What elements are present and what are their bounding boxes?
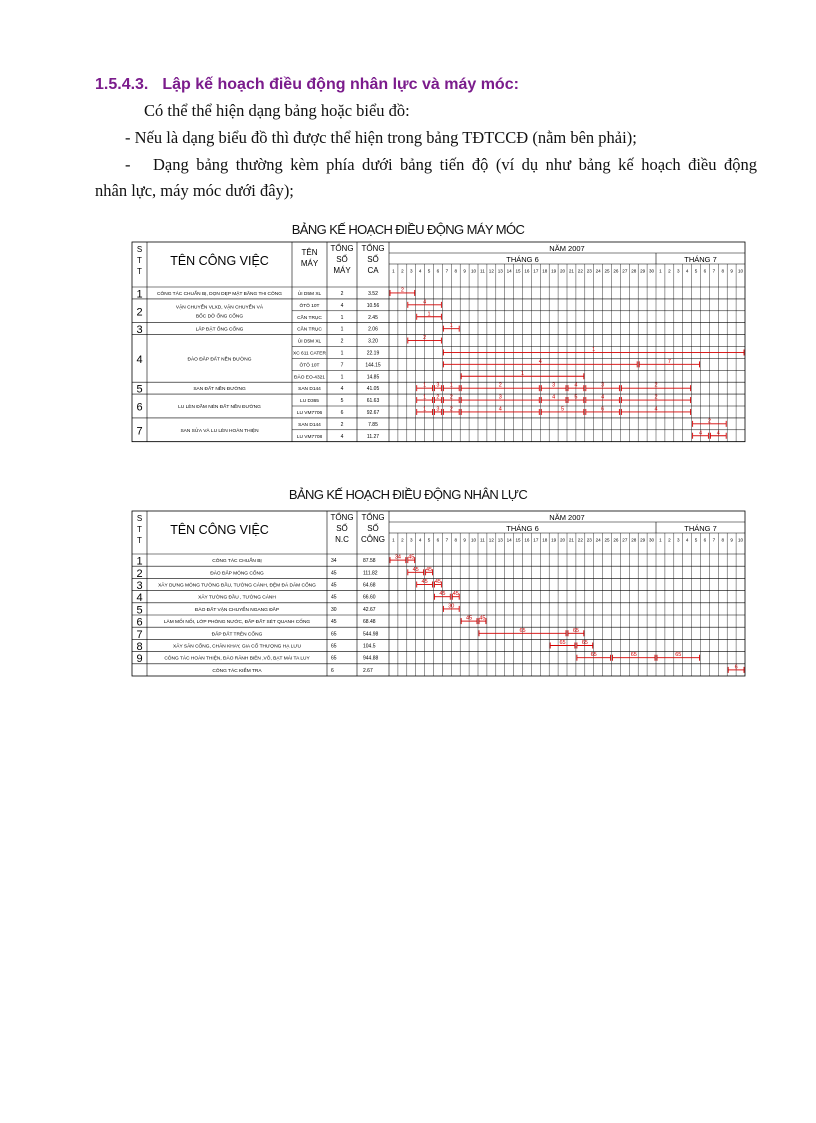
machine-bar-label: 4 <box>498 406 502 413</box>
machine-day-label: 11 <box>480 268 485 274</box>
labor-day-label: 24 <box>595 537 601 543</box>
machine-bar-label: 2 <box>449 394 453 401</box>
labor-workers-cell: 45 <box>331 619 337 626</box>
machine-name-cell: SAN D144 <box>298 387 321 393</box>
machine-count-cell: 1 <box>340 374 344 381</box>
labor-stt-cell: 7 <box>136 628 143 641</box>
machine-day-label: 1 <box>392 268 395 274</box>
labor-table-title: BẢNG KẾ HOẠCH ĐIỀU ĐỘNG NHÂN LỰC <box>288 487 528 502</box>
labor-bar-label: 45 <box>434 579 442 585</box>
machine-shifts-cell: 144.15 <box>365 362 381 369</box>
machine-name-cell: ỦI D5M XL <box>297 291 322 297</box>
machine-bar-label: 1 <box>423 406 427 413</box>
labor-year-label: NĂM 2007 <box>549 513 585 522</box>
machine-name-cell: ỦI D5M XL <box>297 339 322 345</box>
machine-bar-label: 2 <box>707 418 711 425</box>
machine-day-label: 20 <box>559 268 566 274</box>
machine-day-label: 17 <box>533 268 539 274</box>
labor-bar-label: 45 <box>412 566 419 573</box>
machine-stt-cell: 7 <box>136 425 143 438</box>
machine-day-label: 2 <box>668 268 671 274</box>
labor-day-label: 10 <box>470 537 477 543</box>
labor-day-label: 28 <box>631 537 637 543</box>
machine-bar-label: 4 <box>698 430 703 437</box>
machine-stt-cell: 2 <box>136 306 143 319</box>
machine-day-label: 12 <box>488 268 494 274</box>
labor-task-cell: ĐÀO ĐẮP MÓNG CỐNG <box>210 571 264 577</box>
machine-day-label: 23 <box>586 268 592 274</box>
machine-stt-cell: 5 <box>136 383 143 396</box>
machine-bar-label: 3 <box>436 382 440 389</box>
machine-count-cell: 4 <box>340 433 344 440</box>
labor-bar-label: 45 <box>421 579 428 585</box>
machine-bar-label: 2 <box>436 394 440 401</box>
labor-day-label: 17 <box>533 537 539 543</box>
machine-task-cell: LẮP ĐẶT ỐNG CỐNG <box>195 327 244 333</box>
machine-day-label: 30 <box>648 268 655 274</box>
labor-bar-label: 45 <box>408 554 415 561</box>
machine-count-cell: 6 <box>340 409 344 416</box>
machine-bar-label: 4 <box>552 394 556 401</box>
machine-count-cell: 2 <box>340 421 344 428</box>
machine-stt-header: T <box>137 256 142 265</box>
machine-day-label: 16 <box>524 268 530 274</box>
labor-days-cell: 64.68 <box>363 582 376 589</box>
labor-day-label: 23 <box>586 537 592 543</box>
machine-day-label: 9 <box>463 268 466 274</box>
machine-shifts-cell: 2.45 <box>368 314 378 321</box>
labor-day-label: 1 <box>659 537 662 543</box>
section-number: 1.5.4.3. <box>95 76 149 93</box>
machine-count-cell: 4 <box>340 386 344 393</box>
labor-workers-cell: 6 <box>331 667 334 674</box>
machine-count-cell: 7 <box>340 362 344 369</box>
machine-shifts-cell: 92.67 <box>366 409 380 416</box>
labor-workers-cell: 65 <box>331 655 337 662</box>
machine-shifts-header: TỔNG <box>361 244 385 253</box>
machine-bar-label: 2 <box>400 287 404 294</box>
machine-day-label: 14 <box>506 268 512 274</box>
labor-day-label: 7 <box>712 537 716 543</box>
machine-day-label: 26 <box>613 268 619 274</box>
machine-bar-label: 2 <box>654 382 658 389</box>
machine-day-label: 2 <box>401 268 404 274</box>
labor-days-cell: 87.58 <box>363 558 376 565</box>
machine-day-label: 4 <box>418 268 422 274</box>
machine-count-cell: 1 <box>340 314 344 321</box>
labor-day-label: 9 <box>730 537 733 543</box>
machine-month6-label: THÁNG 6 <box>506 255 539 264</box>
labor-stt-cell: 1 <box>136 555 143 568</box>
machine-bar-label: 1 <box>449 323 453 330</box>
machine-stt-cell: 6 <box>136 401 143 414</box>
machine-bar-label: 4 <box>423 299 427 306</box>
machine-bar-label: 3 <box>436 406 440 413</box>
section-title: Lập kế hoạch điều động nhân lực và máy móc: <box>162 76 519 93</box>
machine-day-label: 10 <box>470 268 477 274</box>
machine-bar-label: 5 <box>574 394 578 401</box>
labor-day-label: 2 <box>401 537 404 543</box>
labor-task-cell: XÂY DỰNG MÓNG TƯỜNG ĐẦU, TƯỜNG CÁNH, ĐỆM ĐÁ DĂM CỐNG <box>158 583 316 589</box>
labor-days-header: TỔNG <box>361 513 385 522</box>
machine-count-header: MÁY <box>333 266 351 275</box>
machine-day-label: 10 <box>737 268 744 274</box>
machine-count-header: SỐ <box>336 255 348 264</box>
machine-day-label: 22 <box>577 268 583 274</box>
machine-shifts-cell: 11.27 <box>366 433 380 440</box>
labor-bar-label: 45 <box>479 615 486 622</box>
machine-name-cell: LU VM7706 <box>296 410 323 416</box>
machine-bar-label: 2 <box>498 382 502 389</box>
labor-day-label: 26 <box>613 537 619 543</box>
labor-day-label: 22 <box>577 537 583 543</box>
machine-name-cell: XC 611 CATER <box>293 351 326 357</box>
labor-day-label: 4 <box>685 537 689 543</box>
labor-day-label: 20 <box>559 537 566 543</box>
machine-bar-label: 6 <box>601 406 605 413</box>
machine-shifts-header: CA <box>367 266 379 275</box>
labor-days-header: SỐ <box>367 524 379 533</box>
machine-bar-label: 2 <box>654 394 658 401</box>
labor-day-label: 19 <box>551 537 557 543</box>
labor-day-label: 21 <box>568 537 575 543</box>
machine-stt-header: T <box>137 267 142 276</box>
labor-workers-cell: 65 <box>331 631 337 638</box>
labor-bar-label: 45 <box>466 615 473 622</box>
machine-day-label: 7 <box>445 268 449 274</box>
machine-shifts-cell: 41.05 <box>366 386 380 393</box>
machine-bar-label: 5 <box>561 406 565 413</box>
machine-day-label: 28 <box>631 268 637 274</box>
paragraph-1: Có thể thể hiện dạng bảng hoặc biểu đồ: <box>144 101 410 120</box>
machine-bar-label: 3 <box>498 394 502 401</box>
paragraph-4: nhân lực, máy móc dưới đây); <box>95 181 294 200</box>
machine-table-title: BẢNG KẾ HOẠCH ĐIỀU ĐỘNG MÁY MÓC <box>291 222 525 237</box>
labor-bar-label: 65 <box>572 627 579 634</box>
labor-day-label: 14 <box>506 537 512 543</box>
labor-stt-cell: 3 <box>136 580 143 592</box>
labor-days-cell: 544.98 <box>363 631 379 638</box>
labor-stt-header: S <box>136 514 143 523</box>
machine-shifts-cell: 3.52 <box>368 290 378 297</box>
labor-stt-cell: 8 <box>136 641 143 653</box>
labor-workers-cell: 45 <box>331 570 337 577</box>
machine-count-cell: 1 <box>340 350 344 357</box>
machine-stt-cell: 1 <box>136 288 143 301</box>
machine-count-header: TỔNG <box>330 244 354 253</box>
machine-day-label: 5 <box>694 268 698 274</box>
labor-day-label: 8 <box>721 537 725 543</box>
labor-days-cell: 104.5 <box>363 643 376 650</box>
machine-stt-cell: 3 <box>136 324 143 337</box>
labor-workers-cell: 65 <box>331 643 337 650</box>
machine-bar-label: 1 <box>449 382 453 389</box>
labor-days-cell: 42.67 <box>363 606 376 613</box>
labor-bar-label: 65 <box>630 652 637 659</box>
machine-shifts-cell: 3.20 <box>368 338 378 345</box>
machine-day-label: 8 <box>721 268 725 274</box>
machine-shifts-cell: 7.85 <box>368 421 378 428</box>
labor-workers-header: TỔNG <box>330 513 354 522</box>
labor-days-cell: 68.48 <box>363 619 376 626</box>
labor-bar-label: 65 <box>581 640 588 646</box>
machine-bar-label: 1 <box>520 370 525 377</box>
machine-bar-label: 2 <box>449 406 453 413</box>
labor-day-label: 11 <box>480 537 485 543</box>
machine-stt-header: S <box>136 245 143 254</box>
labor-day-label: 2 <box>668 537 671 543</box>
machine-count-cell: 5 <box>340 398 344 405</box>
machine-day-label: 13 <box>497 268 503 274</box>
machine-bar-label: 2 <box>423 335 427 342</box>
labor-day-label: 7 <box>445 537 449 543</box>
machine-name-cell: SAN D144 <box>298 422 321 428</box>
machine-bar-label: 1 <box>427 311 431 318</box>
machine-day-label: 3 <box>676 268 680 274</box>
labor-task-cell: ĐẮP ĐẤT TRÊN CỐNG <box>211 632 263 638</box>
labor-day-label: 4 <box>418 537 422 543</box>
machine-name-cell: ÔTÔ 10T <box>299 303 320 309</box>
labor-workers-cell: 45 <box>331 582 337 589</box>
machine-machine-header: TÊN <box>301 248 318 257</box>
labor-day-label: 13 <box>497 537 503 543</box>
machine-bar-label: 7 <box>667 358 671 365</box>
labor-bar-label: 6 <box>734 664 738 671</box>
machine-day-label: 1 <box>659 268 662 274</box>
machine-day-label: 8 <box>454 268 458 274</box>
machine-bar-label: 1 <box>423 394 427 401</box>
labor-day-label: 1 <box>392 537 395 543</box>
labor-month6-label: THÁNG 6 <box>506 524 539 533</box>
labor-day-label: 15 <box>515 537 521 543</box>
machine-name-cell: LU D365 <box>300 399 319 405</box>
labor-stt-cell: 5 <box>136 604 143 617</box>
labor-task-cell: CÔNG TÁC HOÀN THIỆN, ĐÀO RÃNH BIÊN ,VỖ, BẠT MÁI TA LUY <box>164 656 310 662</box>
labor-day-label: 25 <box>604 537 610 543</box>
labor-task-cell: XÂY TƯỜNG ĐẦU , TƯỜNG CÁNH <box>198 595 276 601</box>
machine-bar-label: 4 <box>601 394 605 401</box>
labor-day-label: 8 <box>454 537 458 543</box>
machine-count-cell: 2 <box>340 338 344 345</box>
machine-day-label: 6 <box>436 268 440 274</box>
machine-bar-label: 1 <box>592 346 596 353</box>
labor-stt-header: T <box>137 536 142 545</box>
labor-bar-label: 45 <box>439 591 446 598</box>
labor-bar-label: 34 <box>394 554 401 561</box>
machine-name-cell: CẦN TRỤC <box>297 327 322 333</box>
machine-bar-label: 4 <box>538 358 542 365</box>
machine-bar-label: 3 <box>552 382 556 389</box>
machine-shifts-cell: 22.19 <box>366 350 380 357</box>
labor-task-cell: CÔNG TÁC KIỂM TRA <box>212 668 262 674</box>
labor-day-label: 6 <box>436 537 440 543</box>
labor-task-cell: ĐÀO ĐẤT VẬN CHUYỂN NGANG ĐẮP <box>194 607 280 613</box>
machine-task-cell: SAN SỬA VÀ LU LÈN HOÀN THIỆN <box>180 428 259 434</box>
machine-day-label: 7 <box>712 268 716 274</box>
labor-days-cell: 66.60 <box>363 594 376 601</box>
machine-name-cell: LU VM7708 <box>296 434 323 440</box>
machine-task-cell: BỐC DỠ ỐNG CỐNG <box>195 314 244 320</box>
labor-days-header: CÔNG <box>361 535 385 544</box>
labor-task-header: TÊN CÔNG VIỆC <box>170 523 269 537</box>
machine-stt-cell: 4 <box>136 353 143 366</box>
labor-task-cell: XÂY SÂN CỐNG, CHÂN KHAY, GIA CỐ THƯỢNG HẠ LƯU <box>173 644 301 650</box>
machine-day-label: 21 <box>568 268 575 274</box>
labor-days-cell: 111.82 <box>363 570 378 577</box>
labor-day-label: 27 <box>622 537 628 543</box>
machine-task-cell: ĐÀO ĐẮP ĐẤT NỀN ĐƯỜNG <box>187 357 252 363</box>
machine-name-cell: CẦN TRỤC <box>297 315 322 321</box>
machine-bar-label: 4 <box>716 430 720 437</box>
labor-workers-header: SỐ <box>336 524 348 533</box>
labor-day-label: 3 <box>409 537 413 543</box>
labor-workers-cell: 34 <box>331 558 337 565</box>
machine-day-label: 5 <box>427 268 431 274</box>
machine-day-label: 27 <box>622 268 628 274</box>
labor-day-label: 3 <box>676 537 680 543</box>
machine-day-label: 29 <box>640 268 646 274</box>
machine-task-cell: SAN ĐẤT NỀN ĐƯỜNG <box>193 387 246 393</box>
machine-name-cell: ÔTÔ 10T <box>299 363 320 369</box>
machine-bar-label: 1 <box>423 382 427 389</box>
labor-workers-header: N.C <box>335 535 349 544</box>
labor-month7-label: THÁNG 7 <box>684 524 717 533</box>
labor-day-label: 9 <box>463 537 466 543</box>
labor-bar-label: 30 <box>448 603 455 610</box>
machine-count-cell: 1 <box>340 326 344 333</box>
machine-task-cell: VẬN CHUYỂN VLXD, VẬN CHUYỂN VÀ <box>175 305 264 311</box>
labor-day-label: 5 <box>694 537 698 543</box>
machine-task-cell: LU LÈN ĐẦM NÉN ĐẤT NỀN ĐƯỜNG <box>178 405 261 410</box>
machine-name-cell: ĐÀO EO-4321 <box>294 375 325 381</box>
labor-stt-cell: 6 <box>136 616 143 629</box>
machine-task-cell: CÔNG TÁC CHUẨN BỊ, DỌN DẸP MẶT BẰNG THI CÔNG <box>157 291 282 297</box>
machine-day-label: 15 <box>515 268 521 274</box>
machine-day-label: 18 <box>542 268 548 274</box>
machine-task-header: TÊN CÔNG VIỆC <box>170 254 269 268</box>
machine-day-label: 3 <box>409 268 413 274</box>
machine-day-label: 6 <box>703 268 707 274</box>
labor-stt-header: T <box>137 525 142 534</box>
labor-day-label: 6 <box>703 537 707 543</box>
machine-machine-header: MÁY <box>300 259 319 268</box>
labor-day-label: 30 <box>648 537 655 543</box>
labor-workers-cell: 45 <box>331 594 337 601</box>
labor-task-cell: LÀM MỐI NỐI, LỚP PHÒNG NƯỚC, ĐẮP ĐẤT SÉT QUANH CỐNG <box>163 620 311 626</box>
labor-stt-cell: 2 <box>136 567 143 580</box>
machine-day-label: 4 <box>685 268 689 274</box>
labor-day-label: 5 <box>427 537 431 543</box>
labor-day-label: 18 <box>542 537 548 543</box>
machine-year-label: NĂM 2007 <box>549 244 585 253</box>
labor-days-cell: 2.67 <box>363 667 373 674</box>
labor-day-label: 12 <box>488 537 494 543</box>
labor-bar-label: 45 <box>452 591 459 598</box>
machine-shifts-cell: 2.06 <box>368 326 378 333</box>
labor-task-cell: CÔNG TÁC CHUẨN BỊ <box>212 559 262 565</box>
machine-bar-label: 4 <box>654 406 658 413</box>
labor-bar-label: 65 <box>590 652 597 659</box>
labor-stt-cell: 9 <box>136 653 143 666</box>
machine-shifts-cell: 61.63 <box>366 398 380 405</box>
paragraph-3: - Dạng bảng thường kèm phía dưới bảng tiến độ (ví dụ như bảng kế hoạch điều động <box>125 155 757 174</box>
machine-day-label: 19 <box>551 268 557 274</box>
labor-day-label: 10 <box>737 537 744 543</box>
labor-stt-cell: 4 <box>136 592 143 605</box>
machine-bar-label: 3 <box>601 382 605 389</box>
machine-day-label: 24 <box>595 268 601 274</box>
labor-day-label: 29 <box>640 537 646 543</box>
machine-count-cell: 4 <box>340 302 344 309</box>
labor-days-cell: 944.88 <box>363 655 379 662</box>
paragraph-2: - Nếu là dạng biểu đồ thì được thể hiện trong bảng TĐTCCĐ (nằm bên phải); <box>125 128 637 147</box>
machine-count-cell: 2 <box>340 290 344 297</box>
labor-bar-label: 65 <box>559 640 566 646</box>
machine-day-label: 9 <box>730 268 733 274</box>
machine-shifts-cell: 10.56 <box>366 302 380 309</box>
machine-month7-label: THÁNG 7 <box>684 255 717 264</box>
labor-workers-cell: 30 <box>331 606 337 613</box>
labor-bar-label: 45 <box>425 566 433 573</box>
labor-day-label: 16 <box>524 537 530 543</box>
labor-bar-label: 65 <box>675 652 682 659</box>
machine-day-label: 25 <box>604 268 610 274</box>
labor-bar-label: 65 <box>519 627 526 634</box>
machine-shifts-header: SỐ <box>367 255 379 264</box>
machine-bar-label: 4 <box>574 382 578 389</box>
machine-shifts-cell: 14.85 <box>366 374 380 381</box>
